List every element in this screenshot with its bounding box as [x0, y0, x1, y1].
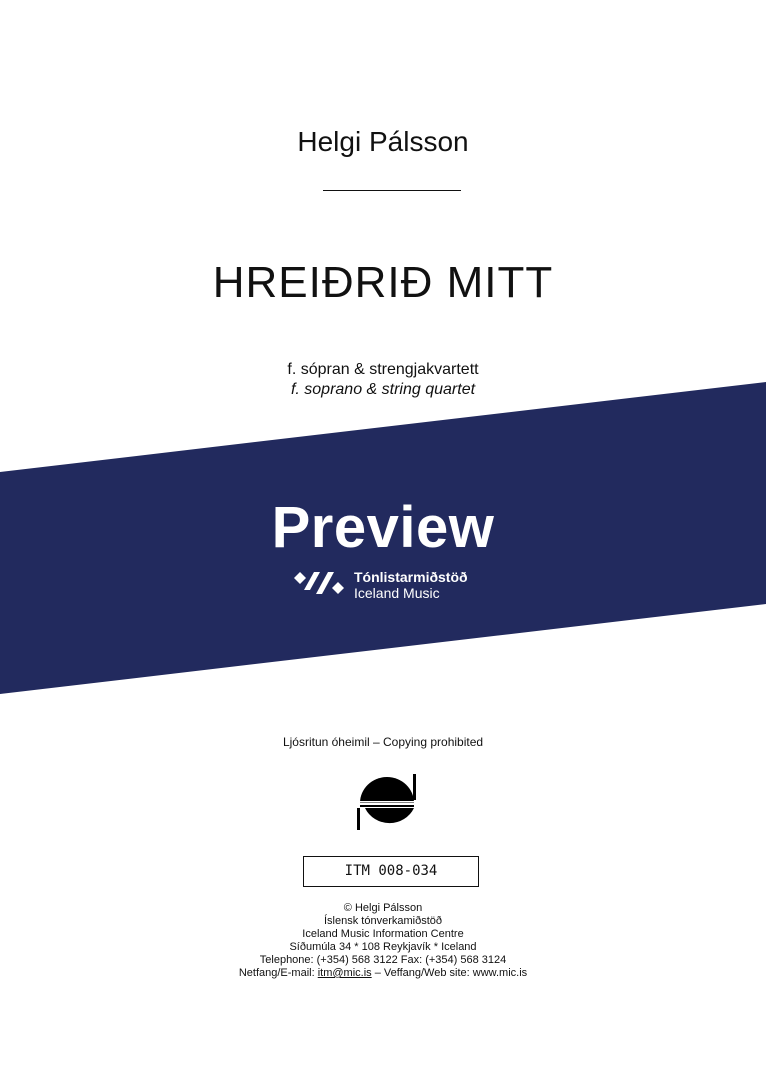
copyright-line: © Helgi Pálsson — [343, 902, 423, 914]
contact-line — [0, 967, 766, 980]
publisher-emblem-icon — [357, 774, 417, 832]
instrumentation-icelandic: f. sópran & strengjakvartett — [287, 361, 479, 378]
preview-watermark: Preview — [271, 495, 495, 560]
address-line: Síðumúla 34 * 108 Reykjavík * Iceland — [289, 941, 477, 953]
copying-notice: Ljósritun óheimil – Copying prohibited — [282, 735, 484, 749]
email-label: Netfang/E-mail: — [238, 967, 318, 979]
phone-line: Telephone: (+354) 568 3122 Fax: (+354) 568 3124 — [259, 954, 507, 966]
credits-line: Íslensk tónverkamiðstöð — [324, 915, 442, 927]
instrumentation-english: f. soprano & string quartet — [290, 381, 476, 398]
iceland-music-logo-icon — [294, 568, 356, 600]
logo-text-icelandic: Tónlistarmiðstöð — [354, 569, 468, 585]
email-link[interactable]: itm@mic.is — [317, 967, 372, 979]
credits-line: Iceland Music Information Centre — [302, 928, 464, 940]
composer-name: Helgi Pálsson — [297, 126, 469, 157]
work-title: HREIÐRIÐ MITT — [212, 258, 554, 307]
catalog-number: ITM 008-034 — [344, 863, 438, 879]
logo-text-english: Iceland Music — [354, 585, 440, 601]
website-text: – Veffang/Web site: www.mic.is — [371, 967, 528, 979]
